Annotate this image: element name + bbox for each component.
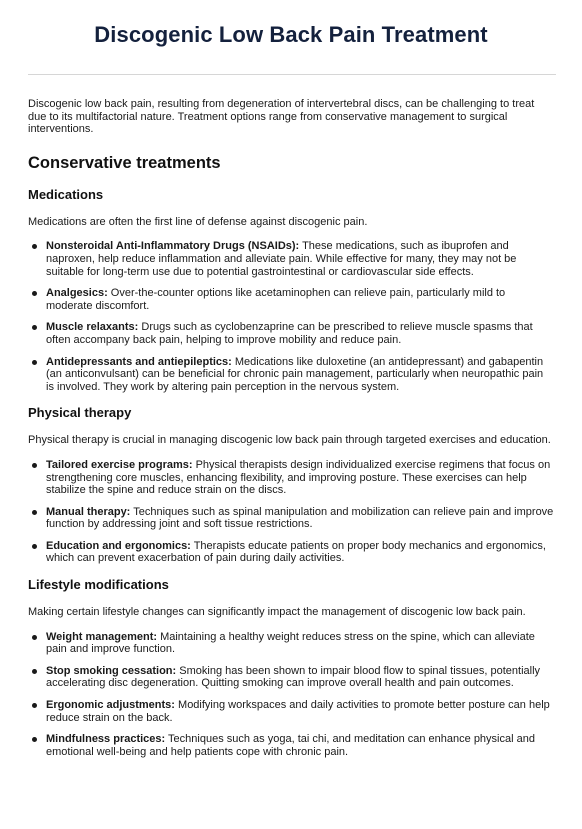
intro-paragraph: Discogenic low back pain, resulting from degeneration of intervertebral discs, can be challenging to treat due to its multifactorial nature. Treatment options range from conservative management to surgical interventions. <box>28 98 535 136</box>
section-heading-medications: Medications <box>28 186 104 202</box>
list-item <box>46 540 554 565</box>
list-item-term: Education and ergonomics: <box>46 539 191 552</box>
list-item <box>46 631 554 656</box>
section-intro-lifestyle-modifications: Making certain lifestyle changes can significantly impact the management of discogenic low back pain. <box>28 606 526 619</box>
list-item-text: Over-the-counter options like acetaminophen can relieve pain, particularly mild to moderate discomfort. <box>46 287 506 312</box>
list-item <box>46 733 554 758</box>
document-body <box>28 98 554 770</box>
list-item-text: Maintaining a healthy weight reduces stress on the spine, which can alleviate pain and improve function. <box>46 630 535 656</box>
list-item-text: Medications like duloxetine (an antidepressant) and gabapentin (an anticonvulsant) can be beneficial for chronic pain management, particularly when neuropathic pain is involved. They work by altering pain perception in the nervous system. <box>46 355 544 393</box>
list-item-term: Muscle relaxants: <box>46 321 139 334</box>
list-item-term: Analgesics: <box>46 287 108 300</box>
section-heading-lifestyle-modifications: Lifestyle modifications <box>28 577 169 593</box>
physical-therapy-list <box>28 459 554 565</box>
list-item-text: Physical therapists design individualized exercise regimens that focus on strengthening core muscles, enhancing flexibility, and improving posture. These exercises can help stabilize the spine and reduce strain on the discs. <box>46 458 551 497</box>
list-item-term: Tailored exercise programs: <box>46 458 193 471</box>
list-item-text: Drugs such as cyclobenzaprine can be prescribed to relieve muscle spasms that often accompany back pain, helping to improve mobility and reduce pain. <box>46 321 533 346</box>
list-item-term: Ergonomic adjustments: <box>46 699 175 712</box>
conservative-treatments-heading: Conservative treatments <box>28 153 221 172</box>
list-item <box>46 356 554 394</box>
list-item-term: Stop smoking cessation: <box>46 664 177 677</box>
list-item <box>46 321 554 346</box>
list-item-text: These medications, such as ibuprofen and naproxen, help reduce inflammation and alleviate pain. While effective for many, they may not be suitable for long-term use due to potential gastrointestinal or cardiovascular side effects. <box>46 240 517 278</box>
title-divider <box>28 74 556 75</box>
section-heading-physical-therapy: Physical therapy <box>28 405 132 421</box>
section-intro-medications: Medications are often the first line of defense against discogenic pain. <box>28 215 368 228</box>
list-item-term: Manual therapy: <box>46 505 131 518</box>
page-title: Discogenic Low Back Pain Treatment <box>94 22 488 47</box>
list-item <box>46 699 554 724</box>
list-item-term: Nonsteroidal Anti-Inflammatory Drugs (NSAIDs): <box>46 240 300 253</box>
list-item-text: Smoking has been shown to impair blood flow to spinal tissues, potentially accelerating disc degeneration. Quitting smoking can improve overall health and pain outcomes. <box>46 664 541 690</box>
list-item <box>46 459 554 497</box>
list-item-term: Weight management: <box>46 630 158 643</box>
lifestyle-modifications-list <box>28 631 554 759</box>
list-item-text: Techniques such as spinal manipulation and mobilization can relieve pain and improve function by addressing joint and soft tissue restrictions. <box>46 505 554 531</box>
list-item-term: Mindfulness practices: <box>46 733 166 746</box>
list-item <box>46 240 554 278</box>
list-item-term: Antidepressants and antiepileptics: <box>46 355 232 368</box>
list-item-text: Techniques such as yoga, tai chi, and meditation can enhance physical and emotional well-being and help patients cope with chronic pain. <box>46 733 535 758</box>
list-item <box>46 506 554 531</box>
list-item-text: Modifying workspaces and daily activities to promote better posture can help reduce strain on the back. <box>46 699 550 724</box>
list-item <box>46 287 554 312</box>
list-item <box>46 665 554 690</box>
medications-list <box>28 240 554 393</box>
section-intro-physical-therapy: Physical therapy is crucial in managing discogenic low back pain through targeted exercises and education. <box>28 434 551 447</box>
list-item-text: Therapists educate patients on proper body mechanics and ergonomics, which can prevent exacerbation of pain during daily activities. <box>46 539 546 565</box>
